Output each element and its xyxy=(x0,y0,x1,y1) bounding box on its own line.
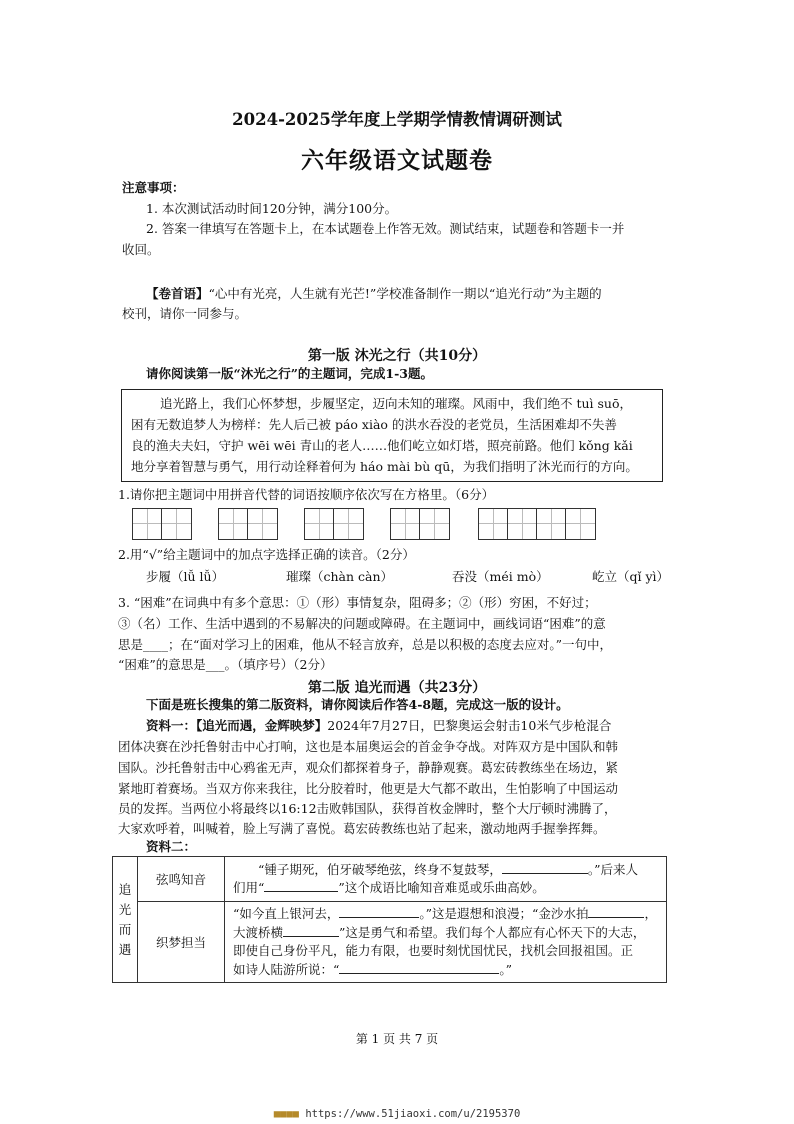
row-1-text-d: ”这个成语比喻知音难觅或乐曲高妙。 xyxy=(338,880,545,895)
grid-cell[interactable] xyxy=(508,509,537,539)
material-2-table xyxy=(112,856,667,983)
intro-text-1: “心中有光亮，人生就有光芒!”学校准备制作一期以“追光行动”为主题的 xyxy=(208,286,602,301)
url-prefix: ■■■■ xyxy=(273,1108,300,1120)
section-1-instruction: 请你阅读第一版“沐光之行”的主题词，完成1-3题。 xyxy=(146,366,433,381)
passage-line-2: 困有无数追梦人为榜样：先人后己被 páo xiào 的洪水吞没的老党员，生活困难却不失善 xyxy=(131,417,617,432)
grid-cell[interactable] xyxy=(537,509,566,539)
row-2-text-f: 即使自己身份平凡，能力有限，也要时刻忧国忧民，找机会回报祖国。正 xyxy=(233,943,634,958)
passage-line-1: 追光路上，我们心怀梦想，步履坚定，迈向未知的璀璨。风雨中，我们绝不 tuì suō， xyxy=(160,396,633,411)
q2-option-1: 步履（lǚ lǚ） xyxy=(146,569,225,584)
vertical-char: 遇 xyxy=(118,941,132,957)
answer-blank[interactable] xyxy=(283,924,339,937)
q2-option-3: 吞没（méi mò） xyxy=(452,569,549,584)
answer-blank[interactable] xyxy=(588,905,644,918)
answer-grid-1[interactable] xyxy=(132,508,192,540)
answer-grid-3[interactable] xyxy=(304,508,364,540)
section-1-title: 第一版 沐光之行（共10分） xyxy=(307,348,487,364)
grid-cell[interactable] xyxy=(334,509,363,539)
material-1-line-1 xyxy=(146,718,611,734)
row-1-content xyxy=(225,857,667,902)
question-2: 2.用“√”给主题词中的加点字选择正确的读音。（2分） xyxy=(118,547,415,562)
section-2-instruction: 下面是班长搜集的第二版资料，请你阅读后作答4-8题，完成这一版的设计。 xyxy=(146,697,569,712)
material-1-line-2: 团体决赛在沙托鲁射击中心打响，这也是本届奥运会的首金争夺战。对阵双方是中国队和韩 xyxy=(118,739,619,754)
material-1-label: 资料一：【追光而遇，金辉映梦】 xyxy=(146,718,328,733)
question-3-line-3: 思是____；在“面对学习上的困难，他从不轻言放弃，总是以积极的态度去应对。”一句中， xyxy=(118,637,613,652)
question-3-line-2: ③（名）工作、生活中遇到的不易解决的问题或障碍。在主题词中，画线词语“困难”的意 xyxy=(118,616,606,631)
answer-grid-5[interactable] xyxy=(478,508,596,540)
table-row xyxy=(113,902,667,983)
grid-cell[interactable] xyxy=(248,509,277,539)
row-1-label: 弦鸣知音 xyxy=(138,857,225,902)
passage-line-3: 良的渔夫夫妇，守护 wēi wēi 青山的老人……他们屹立如灯塔，照亮前路。他们 kǒng kǎi xyxy=(131,438,633,453)
row-2-text-h: 。” xyxy=(499,961,513,977)
row-2-content xyxy=(225,902,667,983)
material-1-line-4: 紧地盯着赛场。当双方你来我往，比分胶着时，他更是大气都不敢出，生怕影响了中国运动 xyxy=(118,781,619,796)
answer-blank[interactable] xyxy=(502,861,588,874)
row-2-text-e: ”这是勇气和希望。我们每个人都应有心怀天下的大志， xyxy=(339,924,646,940)
row-1-text-c: 们用“ xyxy=(233,880,265,895)
row-2-text-g: 如诗人陆游所说：“ xyxy=(233,961,340,977)
material-1-line-5: 员的发挥。当两位小将最终以16:12击败韩国队，获得首枚金牌时，整个大厅顿时沸腾了， xyxy=(118,801,617,816)
notes-item-2-cont: 收回。 xyxy=(122,242,160,257)
passage-line-4: 地分享着智慧与勇气，用行动诠释着何为 háo mài bù qū，为我们指明了沐光而行的方向。 xyxy=(131,459,638,474)
material-2-label: 资料二： xyxy=(146,839,197,854)
row-1-text-b: 。”后来人 xyxy=(587,861,639,877)
source-url-line xyxy=(0,1108,794,1120)
grid-cell[interactable] xyxy=(566,509,595,539)
notes-item-2: 2. 答案一律填写在答题卡上，在本试题卷上作答无效。测试结束，试题卷和答题卡一并 xyxy=(146,221,625,236)
intro-line-1 xyxy=(146,286,602,302)
question-3-line-4: “困难”的意思是___。（填序号）（2分） xyxy=(118,657,333,672)
q2-option-4: 屹立（qǐ yì） xyxy=(592,569,670,584)
vertical-char: 而 xyxy=(118,921,132,937)
notes-heading: 注意事项： xyxy=(122,180,185,195)
grid-cell[interactable] xyxy=(133,509,162,539)
row-2-label: 织梦担当 xyxy=(138,902,225,983)
material-1-line-6: 大家欢呼着，叫喊着，脸上写满了喜悦。葛宏砖教练也站了起来，激动地两手握拳挥舞。 xyxy=(118,821,606,836)
grid-cell[interactable] xyxy=(219,509,248,539)
row-2-text-a: “如今直上银河去， xyxy=(233,906,340,921)
question-3-line-1: 3. “困难”在词典中有多个意思：①（形）事情复杂，阻碍多；②（形）穷困，不好过； xyxy=(118,595,597,610)
answer-blank[interactable] xyxy=(339,905,419,918)
notes-item-1: 1. 本次测试活动时间120分钟，满分100分。 xyxy=(146,201,398,216)
q2-option-2: 璀璨（chàn càn） xyxy=(286,569,394,584)
source-url[interactable]: https://www.51jiaoxi.com/u/2195370 xyxy=(305,1108,521,1120)
question-1: 1.请你把主题词中用拼音代替的词语按顺序依次写在方格里。（6分） xyxy=(118,487,495,502)
grid-cell[interactable] xyxy=(420,509,449,539)
row-1-text-a: “锺子期死，伯牙破琴绝弦，终身不复鼓琴， xyxy=(258,861,502,877)
exam-title: 2024-2025学年度上学期学情教情调研测试 xyxy=(232,110,562,129)
answer-blank[interactable] xyxy=(339,961,499,974)
material-1-line-3: 国队。沙托鲁射击中心鸦雀无声，观众们都探着身子，静静观赛。葛宏砖教练坐在场边，紧 xyxy=(118,760,619,775)
answer-grid-4[interactable] xyxy=(390,508,450,540)
grid-cell[interactable] xyxy=(479,509,508,539)
table-vertical-header xyxy=(113,857,138,983)
intro-line-2: 校刊，请你一同参与。 xyxy=(122,306,248,321)
answer-blank[interactable] xyxy=(264,879,338,892)
row-2-text-d: 大渡桥横 xyxy=(233,924,284,940)
vertical-char: 光 xyxy=(118,901,132,917)
row-2-text-c: ， xyxy=(644,906,657,921)
grid-cell[interactable] xyxy=(305,509,334,539)
grid-cell[interactable] xyxy=(391,509,420,539)
grid-cell[interactable] xyxy=(162,509,191,539)
paper-subtitle: 六年级语文试题卷 xyxy=(301,147,493,174)
answer-grid-2[interactable] xyxy=(218,508,278,540)
page-number: 第 1 页 共 7 页 xyxy=(355,1032,439,1046)
vertical-char: 追 xyxy=(118,881,132,897)
row-2-text-b: 。”这是遐想和浪漫；“金沙水拍 xyxy=(419,906,589,921)
intro-label: 【卷首语】 xyxy=(146,286,209,301)
section-2-title: 第二版 追光而遇（共23分） xyxy=(307,680,487,696)
table-row xyxy=(113,857,667,902)
material-1-text: 2024年7月27日，巴黎奥运会射击10米气步枪混合 xyxy=(327,718,612,733)
